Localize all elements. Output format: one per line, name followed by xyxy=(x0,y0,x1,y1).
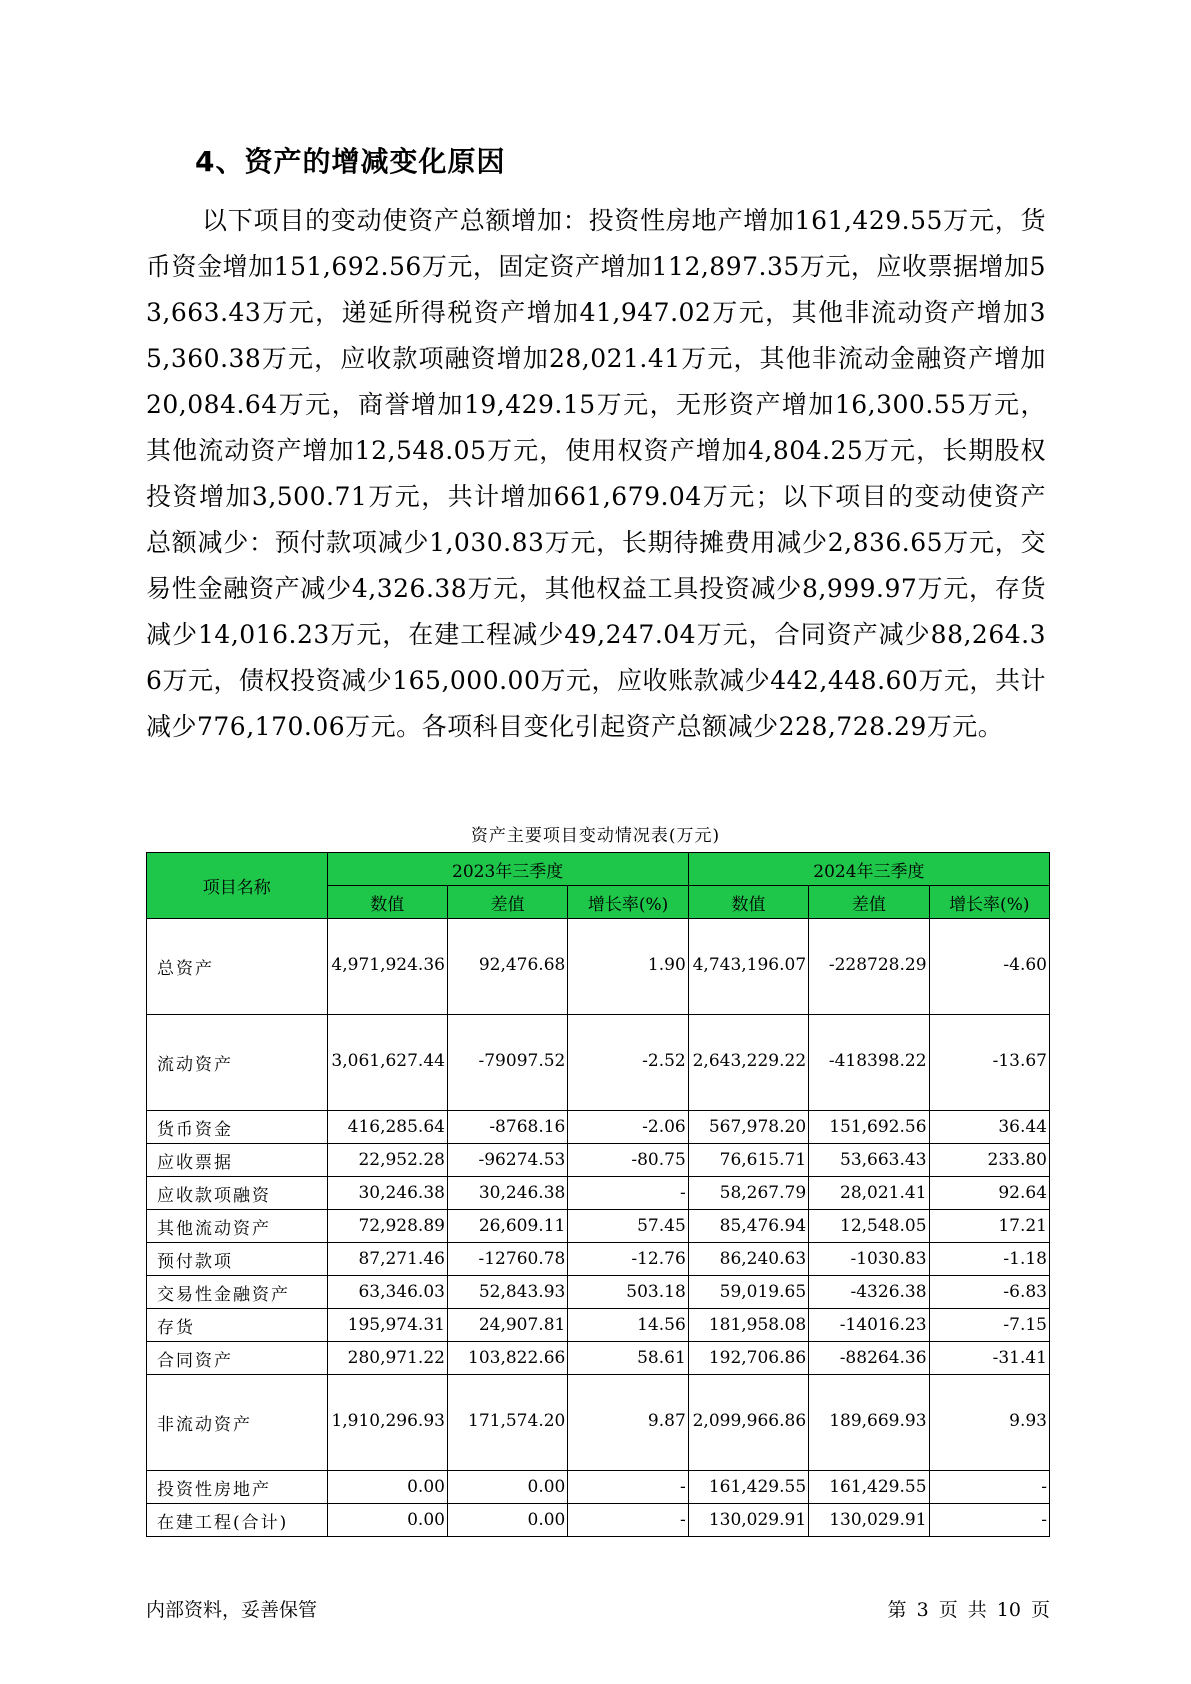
body-paragraph: 以下项目的变动使资产总额增加：投资性房地产增加161,429.55万元，货币资金增加151,692.56万元，固定资产增加112,897.35万元，应收票据增加53,663.43万元，递延所得税资产增加41,947.02万元，其他非流动资产增加35,360.38万元，应收款项融资增加28,021.41万元，其他非流动金融资产增加20,084.64万元，商誉增加19,429.15万元，无形资产增加16,300.55万元，其他流动资产增加12,548.05万元，使用权资产增加4,804.25万元，长期股权投资增加3,500.71万元，共计增加661,679.04万元；以下项目的变动使资产总额减少：预付款项减少1,030.83万元，长期待摊费用减少2,836.65万元，交易性金融资产减少4,326.38万元，其他权益工具投资减少8,999.97万元，存货减少14,016.23万元，在建工程减少49,247.04万元，合同资产减少88,264.36万元，债权投资减少165,000.00万元，应收账款减少442,448.60万元，共计减少776,170.06万元。各项科目变化引起资产总额减少228,728.29万元。 xyxy=(146,206,1046,741)
growth-2023: - xyxy=(568,1177,688,1210)
growth-2024: 17.21 xyxy=(929,1210,1049,1243)
growth-2023: - xyxy=(568,1471,688,1504)
diff-2024: -1030.83 xyxy=(809,1243,929,1276)
table-row xyxy=(147,1243,1050,1276)
growth-2023: -2.06 xyxy=(568,1111,688,1144)
row-name: 在建工程(合计) xyxy=(147,1504,328,1537)
value-2023: 3,061,627.44 xyxy=(327,1015,447,1111)
header-value-2024: 数值 xyxy=(688,886,808,919)
growth-2024: -4.60 xyxy=(929,919,1049,1015)
growth-2024: 9.93 xyxy=(929,1375,1049,1471)
table-row xyxy=(147,1111,1050,1144)
section-heading: 4、资产的增减变化原因 xyxy=(195,145,506,178)
row-name: 应收票据 xyxy=(147,1144,328,1177)
growth-2023: 9.87 xyxy=(568,1375,688,1471)
header-diff-2023: 差值 xyxy=(447,886,567,919)
value-2024: 59,019.65 xyxy=(688,1276,808,1309)
assets-change-table xyxy=(146,852,1050,1537)
diff-2024: 151,692.56 xyxy=(809,1111,929,1144)
diff-2023: 0.00 xyxy=(447,1504,567,1537)
growth-2024: 233.80 xyxy=(929,1144,1049,1177)
header-growth-2024: 增长率(%) xyxy=(929,886,1049,919)
diff-2023: 92,476.68 xyxy=(447,919,567,1015)
value-2024: 2,643,229.22 xyxy=(688,1015,808,1111)
footer-confidential-note: 内部资料，妥善保管 xyxy=(146,1599,318,1621)
table-row xyxy=(147,1504,1050,1537)
diff-2023: 26,609.11 xyxy=(447,1210,567,1243)
header-growth-2023: 增长率(%) xyxy=(568,886,688,919)
table-row xyxy=(147,1309,1050,1342)
diff-2023: 52,843.93 xyxy=(447,1276,567,1309)
value-2023: 87,271.46 xyxy=(327,1243,447,1276)
header-period-2024: 2024年三季度 xyxy=(688,853,1049,886)
table-caption: 资产主要项目变动情况表(万元) xyxy=(470,826,721,846)
growth-2024: 36.44 xyxy=(929,1111,1049,1144)
value-2024: 192,706.86 xyxy=(688,1342,808,1375)
table-row xyxy=(147,1144,1050,1177)
table-row xyxy=(147,1342,1050,1375)
header-value-2023: 数值 xyxy=(327,886,447,919)
value-2024: 130,029.91 xyxy=(688,1504,808,1537)
table-row xyxy=(147,1210,1050,1243)
diff-2023: 24,907.81 xyxy=(447,1309,567,1342)
growth-2024: -13.67 xyxy=(929,1015,1049,1111)
value-2023: 280,971.22 xyxy=(327,1342,447,1375)
row-name: 应收款项融资 xyxy=(147,1177,328,1210)
value-2023: 22,952.28 xyxy=(327,1144,447,1177)
growth-2024: - xyxy=(929,1471,1049,1504)
diff-2023: 171,574.20 xyxy=(447,1375,567,1471)
value-2023: 0.00 xyxy=(327,1471,447,1504)
header-diff-2024: 差值 xyxy=(809,886,929,919)
row-name: 非流动资产 xyxy=(147,1375,328,1471)
diff-2024: 53,663.43 xyxy=(809,1144,929,1177)
row-name: 流动资产 xyxy=(147,1015,328,1111)
diff-2024: 12,548.05 xyxy=(809,1210,929,1243)
table-row xyxy=(147,919,1050,1015)
diff-2023: -8768.16 xyxy=(447,1111,567,1144)
value-2023: 416,285.64 xyxy=(327,1111,447,1144)
diff-2024: -418398.22 xyxy=(809,1015,929,1111)
value-2024: 161,429.55 xyxy=(688,1471,808,1504)
diff-2023: 0.00 xyxy=(447,1471,567,1504)
header-period-2023: 2023年三季度 xyxy=(327,853,688,886)
growth-2023: 503.18 xyxy=(568,1276,688,1309)
diff-2024: 161,429.55 xyxy=(809,1471,929,1504)
diff-2024: -4326.38 xyxy=(809,1276,929,1309)
row-name: 投资性房地产 xyxy=(147,1471,328,1504)
value-2024: 86,240.63 xyxy=(688,1243,808,1276)
value-2024: 181,958.08 xyxy=(688,1309,808,1342)
diff-2024: 189,669.93 xyxy=(809,1375,929,1471)
growth-2023: -80.75 xyxy=(568,1144,688,1177)
row-name: 总资产 xyxy=(147,919,328,1015)
growth-2023: 58.61 xyxy=(568,1342,688,1375)
header-item-name: 项目名称 xyxy=(147,853,328,919)
value-2023: 30,246.38 xyxy=(327,1177,447,1210)
growth-2023: -12.76 xyxy=(568,1243,688,1276)
value-2023: 63,346.03 xyxy=(327,1276,447,1309)
row-name: 其他流动资产 xyxy=(147,1210,328,1243)
growth-2023: -2.52 xyxy=(568,1015,688,1111)
row-name: 合同资产 xyxy=(147,1342,328,1375)
growth-2023: 1.90 xyxy=(568,919,688,1015)
row-name: 货币资金 xyxy=(147,1111,328,1144)
value-2024: 2,099,966.86 xyxy=(688,1375,808,1471)
table-row xyxy=(147,1375,1050,1471)
row-name: 预付款项 xyxy=(147,1243,328,1276)
value-2024: 76,615.71 xyxy=(688,1144,808,1177)
value-2024: 4,743,196.07 xyxy=(688,919,808,1015)
diff-2024: -88264.36 xyxy=(809,1342,929,1375)
table-row xyxy=(147,1276,1050,1309)
value-2023: 195,974.31 xyxy=(327,1309,447,1342)
diff-2024: -14016.23 xyxy=(809,1309,929,1342)
diff-2024: 130,029.91 xyxy=(809,1504,929,1537)
row-name: 交易性金融资产 xyxy=(147,1276,328,1309)
value-2023: 0.00 xyxy=(327,1504,447,1537)
table-row xyxy=(147,1177,1050,1210)
value-2024: 567,978.20 xyxy=(688,1111,808,1144)
growth-2024: -1.18 xyxy=(929,1243,1049,1276)
value-2023: 72,928.89 xyxy=(327,1210,447,1243)
diff-2023: -79097.52 xyxy=(447,1015,567,1111)
row-name: 存货 xyxy=(147,1309,328,1342)
table-row xyxy=(147,1471,1050,1504)
growth-2023: - xyxy=(568,1504,688,1537)
footer-page-number: 第 3 页 共 10 页 xyxy=(887,1599,1050,1621)
diff-2023: 103,822.66 xyxy=(447,1342,567,1375)
diff-2023: -96274.53 xyxy=(447,1144,567,1177)
value-2024: 58,267.79 xyxy=(688,1177,808,1210)
diff-2024: 28,021.41 xyxy=(809,1177,929,1210)
value-2023: 4,971,924.36 xyxy=(327,919,447,1015)
diff-2024: -228728.29 xyxy=(809,919,929,1015)
growth-2023: 57.45 xyxy=(568,1210,688,1243)
growth-2023: 14.56 xyxy=(568,1309,688,1342)
table-row xyxy=(147,1015,1050,1111)
growth-2024: -31.41 xyxy=(929,1342,1049,1375)
growth-2024: -7.15 xyxy=(929,1309,1049,1342)
growth-2024: - xyxy=(929,1504,1049,1537)
value-2023: 1,910,296.93 xyxy=(327,1375,447,1471)
growth-2024: 92.64 xyxy=(929,1177,1049,1210)
growth-2024: -6.83 xyxy=(929,1276,1049,1309)
diff-2023: -12760.78 xyxy=(447,1243,567,1276)
diff-2023: 30,246.38 xyxy=(447,1177,567,1210)
value-2024: 85,476.94 xyxy=(688,1210,808,1243)
